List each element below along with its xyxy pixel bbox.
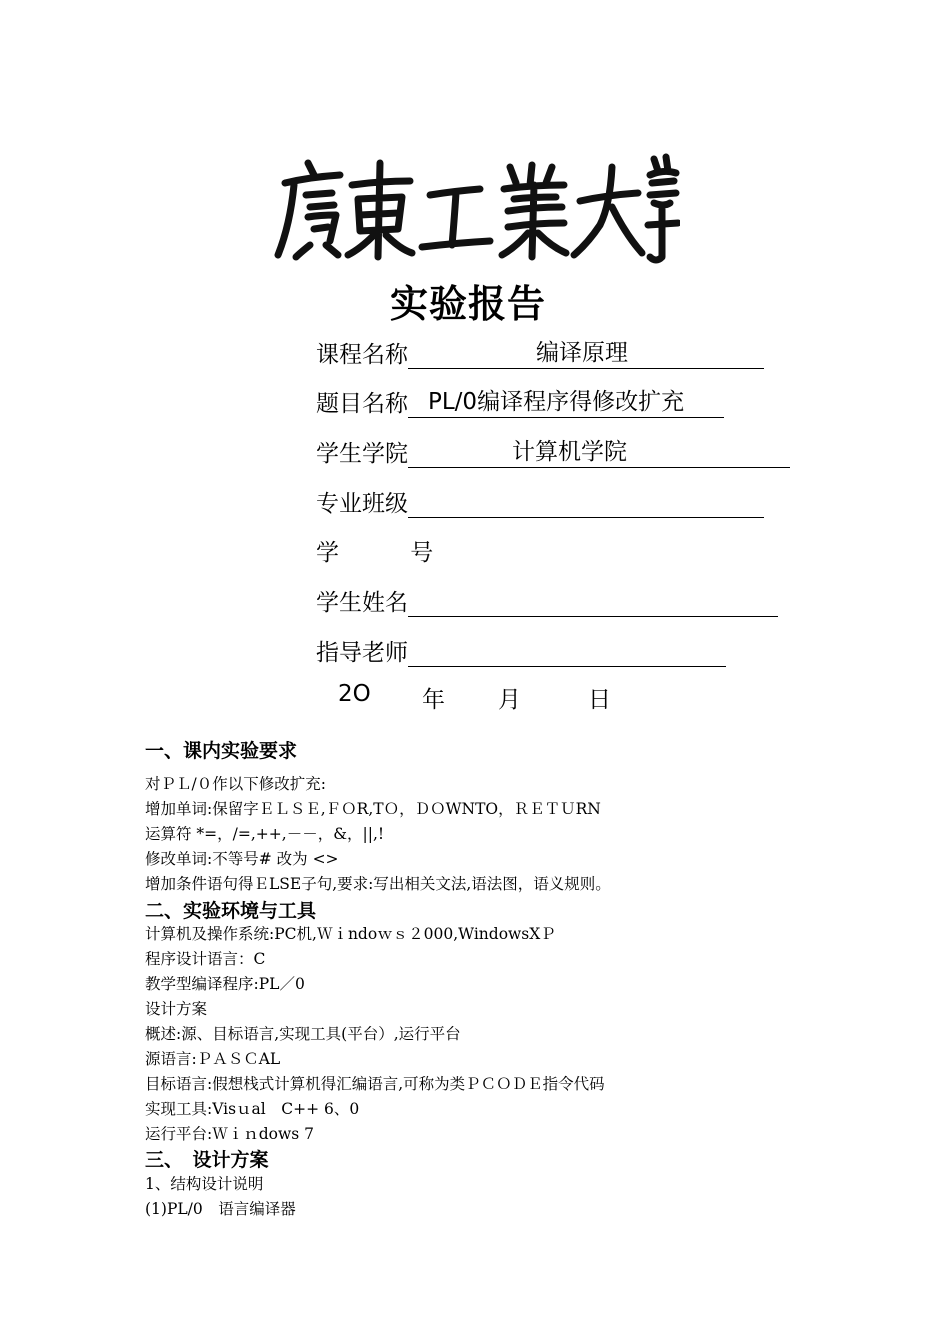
field-label: 专业班级 (316, 491, 408, 517)
field-college (316, 435, 790, 468)
field-label: 课程名称 (316, 342, 408, 368)
field-underline (408, 640, 726, 667)
section-1-line: 增加单词:保留字ＥＬＳＥ,ＦＯR,TＯ，ＤＯWNTO，ＲＥＴＵRN (145, 800, 601, 818)
section-3-line: 1、结构设计说明 (145, 1175, 264, 1193)
section-1-line: 运算符 *=，/=,++,－－，&，||,! (145, 825, 385, 843)
section-1-heading: 一、课内实验要求 (145, 740, 298, 762)
section-2-line: 目标语言:假想栈式计算机得汇编语言,可称为类ＰＣＯＤＥ指令代码 (145, 1075, 605, 1093)
report-title: 实验报告 (390, 282, 547, 326)
field-underline (408, 342, 764, 369)
section-2-line: 设计方案 (145, 1000, 208, 1018)
section-2-line: 教学型编译程序:PL／0 (145, 975, 305, 993)
field-student-name (316, 584, 778, 617)
field-value: 计算机学院 (512, 439, 627, 465)
section-2-line: 概述:源、目标语言,实现工具(平台）,运行平台 (145, 1025, 461, 1043)
date-month: 月 (498, 687, 521, 713)
field-label: 题目名称 (316, 391, 408, 417)
field-label: 学生学院 (316, 441, 408, 467)
field-label: 学 号 (316, 540, 434, 566)
field-topic-name (316, 385, 724, 418)
section-1-line: 对ＰＬ/０作以下修改扩充: (145, 775, 326, 793)
section-1-line: 增加条件语句得ＥLSE子句,要求:写出相关文法,语法图，语义规则。 (145, 875, 611, 893)
section-2-line: 运行平台:Ｗｉｎdows 7 (145, 1125, 314, 1143)
field-student-id (316, 534, 433, 567)
university-logo (270, 145, 680, 265)
date-day: 日 (588, 687, 611, 713)
date-year-prefix: 2O (338, 681, 371, 707)
field-value: 编译原理 (536, 340, 628, 366)
field-underline (408, 590, 778, 617)
field-underline (408, 441, 790, 468)
field-value: PL/0编译程序得修改扩充 (428, 389, 685, 415)
field-underline (408, 491, 764, 518)
field-underline (408, 391, 724, 418)
section-2-line: 程序设计语言：C (145, 950, 266, 968)
section-1-line: 修改单词:不等号# 改为 <> (145, 850, 339, 868)
field-label: 学生姓名 (316, 590, 408, 616)
section-2-line: 源语言:ＰＡＳＣAL (145, 1050, 281, 1068)
section-2-heading: 二、实验环境与工具 (145, 900, 317, 922)
field-advisor (316, 634, 726, 667)
field-course-name (316, 336, 764, 369)
field-label: 指导老师 (316, 640, 408, 666)
section-3-heading: 三、 设计方案 (145, 1149, 269, 1171)
section-3-line: (1)PL/0 语言编译器 (145, 1200, 296, 1218)
date-year: 年 (422, 687, 445, 713)
field-class (316, 485, 764, 518)
section-2-line: 计算机及操作系统:PC机,Ｗｉndoｗｓ２000,WindowsXＰ (145, 925, 556, 943)
section-2-line: 实现工具:Visｕal C++ 6、0 (145, 1100, 360, 1118)
